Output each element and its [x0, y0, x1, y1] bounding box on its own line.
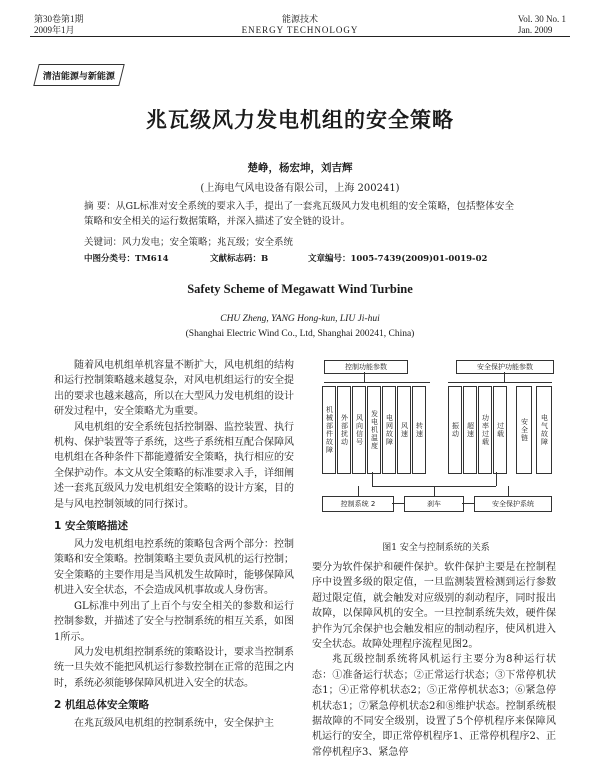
authors-en: CHU Zheng, YANG Hong-kun, LIU Ji-hui [220, 314, 380, 324]
figure-right-item-5: 安全链 [516, 386, 532, 474]
safety-params-header: 安全保护功能参数 [456, 360, 554, 374]
section-2-paragraph-1: 在兆瓦级风电机组的控制系统中，安全保护主 [74, 718, 274, 730]
safety-system-box: 安全保护系统 [474, 496, 552, 512]
section-1-paragraph-3: 风力发电机组控制系统的策略设计，要求当控制系统一旦失效不能把风机运行参数控制在正常的范围之内时，系统必须能够保障风机进入安全的状态。 [54, 646, 294, 689]
column-tag [33, 64, 124, 86]
figure-left-item-3: 风向信号 [352, 386, 366, 474]
brake-box: 刹车 [404, 496, 464, 512]
journal-name-en: ENERGY TECHNOLOGY [241, 25, 359, 35]
control-params-header: 控制功能参数 [324, 360, 408, 374]
volume-number: Vol. 30 No. 1 [517, 14, 566, 24]
right-column [312, 560, 556, 760]
document-code: 文献标志码：B [210, 254, 269, 264]
affiliation: (上海电气风电设备有限公司，上海 200241) [200, 183, 400, 194]
keywords: 关键词：风力发电；安全策略；兆瓦级；安全系统 [84, 237, 294, 248]
journal-name [0, 14, 600, 36]
title-en: Safety Scheme of Megawatt Wind Turbine [187, 282, 413, 296]
class-number: 中图分类号：TM614 [84, 254, 169, 264]
journal-name-cn: 能源技术 [281, 14, 318, 24]
issue-number: 第30卷第1期 [34, 14, 84, 24]
abstract: 摘 要：从GL标准对安全系统的要求入手，提出了一套兆瓦级风力发电机组的安全策略，包括整体安全策略和安全相关的运行数据策略，并深入描述了安全链的设计。 [84, 201, 514, 227]
figure-right-item-2: 超速 [463, 386, 477, 474]
section-1-heading: 1 安全策略描述 [54, 520, 128, 533]
figure-left-item-4: 发电机温度 [367, 386, 381, 474]
volume-info [518, 14, 566, 36]
controller-box: 控制系统 2 [322, 496, 394, 512]
issue-date: 2009年1月 [34, 25, 75, 35]
intro-paragraph-2: 风电机组的安全系统包括控制器、监控装置、执行机构、保护装置等子系统，这些子系统相互配合保障风电机组在各种条件下都能遵循安全策略，执行相应的安全保护动作。本文从安全策略的标准要求入手，详细阐述一套兆瓦级风力发电机组安全策略的设计方案，目的是与风电控制领域的同行探讨。 [54, 421, 294, 510]
figure-left-item-6: 风速 [397, 386, 411, 474]
section-2-heading: 2 机组总体安全策略 [54, 699, 149, 712]
figure-right-item-3: 功率过载 [478, 386, 492, 474]
intro-paragraph-1: 随着风电机组单机容量不断扩大，风电机组的结构和运行控制策略越来越复杂，对风电机组运行的安全提出的要求也越来越高，所以在大型风力发电机组的设计研发过程中，安全策略尤为重要。 [54, 360, 294, 418]
column-tag-label: 清洁能源与新能源 [42, 71, 115, 82]
figure-1-caption: 图1 安全与控制系统的关系 [382, 543, 490, 553]
paper-title: 兆瓦级风力发电机组的安全策略 [146, 108, 454, 132]
section-1-paragraph-2: GL标准中列出了上百个与安全相关的参数和运行控制参数，并描述了安全与控制系统的相互关系，如图1所示。 [54, 600, 294, 643]
volume-date: Jan. 2009 [517, 25, 553, 35]
right-paragraph-2: 兆瓦级控制系统将风机运行主要分为8种运行状态：①准备运行状态；②正常运行状态；③下常停机状态1；④正常停机状态2；⑤正常停机状态3；⑥紧急停机状态1；⑦紧急停机状态2和⑧维护状态。控制系统根据故障的不同安全级别，设置了5个停机程序来保障风机运行的安全，即正常停机程序1、正常停机程序2、正常停机程序3、紧急停 [312, 654, 556, 758]
authors: 楚峥，杨宏坤，刘吉辉 [247, 162, 353, 174]
figure-right-item-4: 过载 [493, 386, 507, 474]
right-paragraph-1: 要分为软件保护和硬件保护。软件保护主要是在控制程序中设置多级的限定值，一旦监测装置检测到运行参数超过限定值，就会触发对应级别的刹动程序，同时报出故障，以保障风机的安全。一旦控制系统失效，硬件保护作为冗余保护也会触发相应的制动程序，使风机进入安全状态。故障处理程序流程见图2。 [312, 562, 556, 651]
figure-left-item-5: 电网故障 [382, 386, 396, 474]
article-number: 文章编号：1005-7439(2009)01-0019-02 [308, 254, 488, 264]
figure-right-item-1: 振动 [448, 386, 462, 474]
section-1-paragraph-1: 风力发电机组电控系统的策略包含两个部分：控制策略和安全策略。控制策略主要负责风机的运行控制；安全策略的主要作用是当风机发生故障时，能够保障风机进入安全状态，不会造成风机事故或人身伤害。 [54, 539, 294, 597]
header-rule [30, 36, 570, 37]
left-column [54, 358, 294, 732]
affiliation-en: (Shanghai Electric Wind Co., Ltd, Shanghai 200241, China) [185, 329, 415, 339]
figure-right-item-6: 电气故障 [536, 386, 552, 474]
figure-left-item-2: 外部扰动 [337, 386, 351, 474]
figure-left-item-7: 转速 [412, 386, 426, 474]
figure-1 [316, 360, 556, 532]
figure-left-item-1: 机械部件故障 [322, 386, 336, 474]
